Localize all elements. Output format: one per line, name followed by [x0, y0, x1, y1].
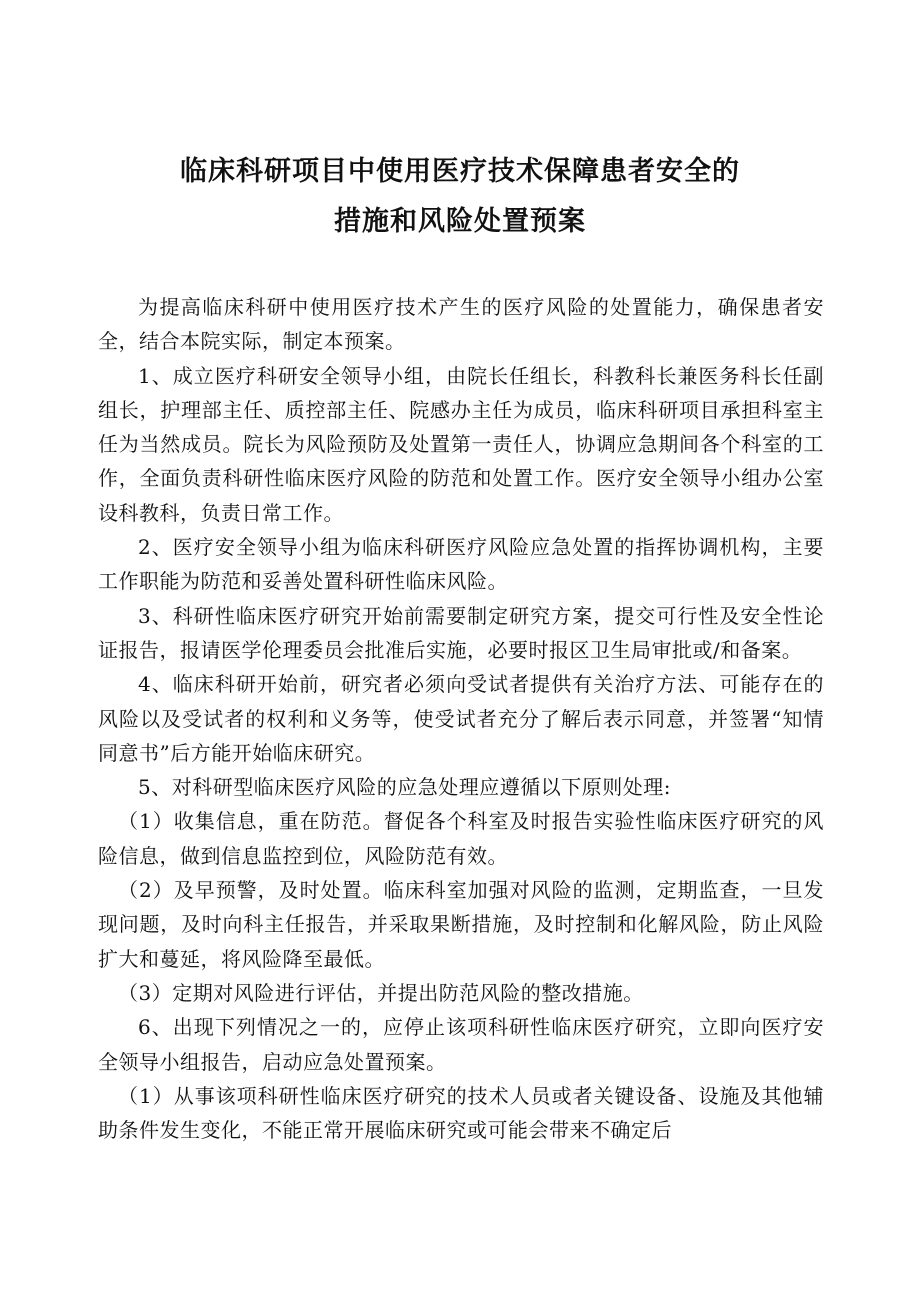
document-title-line-2: 措施和风险处置预案	[334, 206, 586, 237]
document-body	[98, 290, 824, 1147]
paragraph-item-5: 5、对科研型临床医疗风险的应急处理应遵循以下原则处理:	[138, 775, 671, 800]
paragraph-item-3: 3、科研性临床医疗研究开始前需要制定研究方案，提交可行性及安全性论证报告，报请医学伦理委员会批准后实施，必要时报区卫生局审批或/和备案。	[98, 603, 824, 662]
paragraph-item-6: 6、出现下列情况之一的，应停止该项科研性临床医疗研究，立即向医疗安全领导小组报告，启动应急处置预案。	[98, 1015, 824, 1074]
paragraph-item-5-sub-3: （3）定期对风险进行评估，并提出防范风险的整改措施。	[118, 980, 644, 1005]
document-title-line-1: 临床科研项目中使用医疗技术保障患者安全的	[180, 156, 740, 187]
paragraph-intro: 为提高临床科研中使用医疗技术产生的医疗风险的处置能力，确保患者安全，结合本院实际，制定本预案。	[98, 295, 824, 354]
paragraph-item-2: 2、医疗安全领导小组为临床科研医疗风险应急处置的指挥协调机构，主要工作职能为防范和妥善处置科研性临床风险。	[98, 535, 824, 594]
paragraph-item-6-sub-1: （1）从事该项科研性临床医疗研究的技术人员或者关键设备、设施及其他辅助条件发生变化，不能正常开展临床研究或可能会带来不确定后	[98, 1083, 824, 1143]
paragraph-item-4: 4、临床科研开始前，研究者必须向受试者提供有关治疗方法、可能存在的风险以及受试者的权利和义务等，使受试者充分了解后表示同意，并签署“知情同意书”后方能开始临床研究。	[98, 672, 824, 765]
paragraph-item-5-sub-2: （2）及早预警，及时处置。临床科室加强对风险的监测，定期监查，一旦发现问题，及时向科主任报告，并采取果断措施，及时控制和化解风险，防止风险扩大和蔓延，将风险降至最低。	[98, 878, 824, 971]
paragraph-item-5-sub-1: （1）收集信息，重在防范。督促各个科室及时报告实验性临床医疗研究的风险信息，做到信息监控到位，风险防范有效。	[98, 809, 824, 868]
paragraph-item-1: 1、成立医疗科研安全领导小组，由院长任组长，科教科长兼医务科长任副组长，护理部主任、质控部主任、院感办主任为成员，临床科研项目承担科室主任为当然成员。院长为风险预防及处置第一责任人，协调应急期间各个科室的工作，全面负责科研性临床医疗风险的防范和处置工作。医疗安全领导小组办公室设科教科，负责日常工作。	[98, 363, 824, 525]
